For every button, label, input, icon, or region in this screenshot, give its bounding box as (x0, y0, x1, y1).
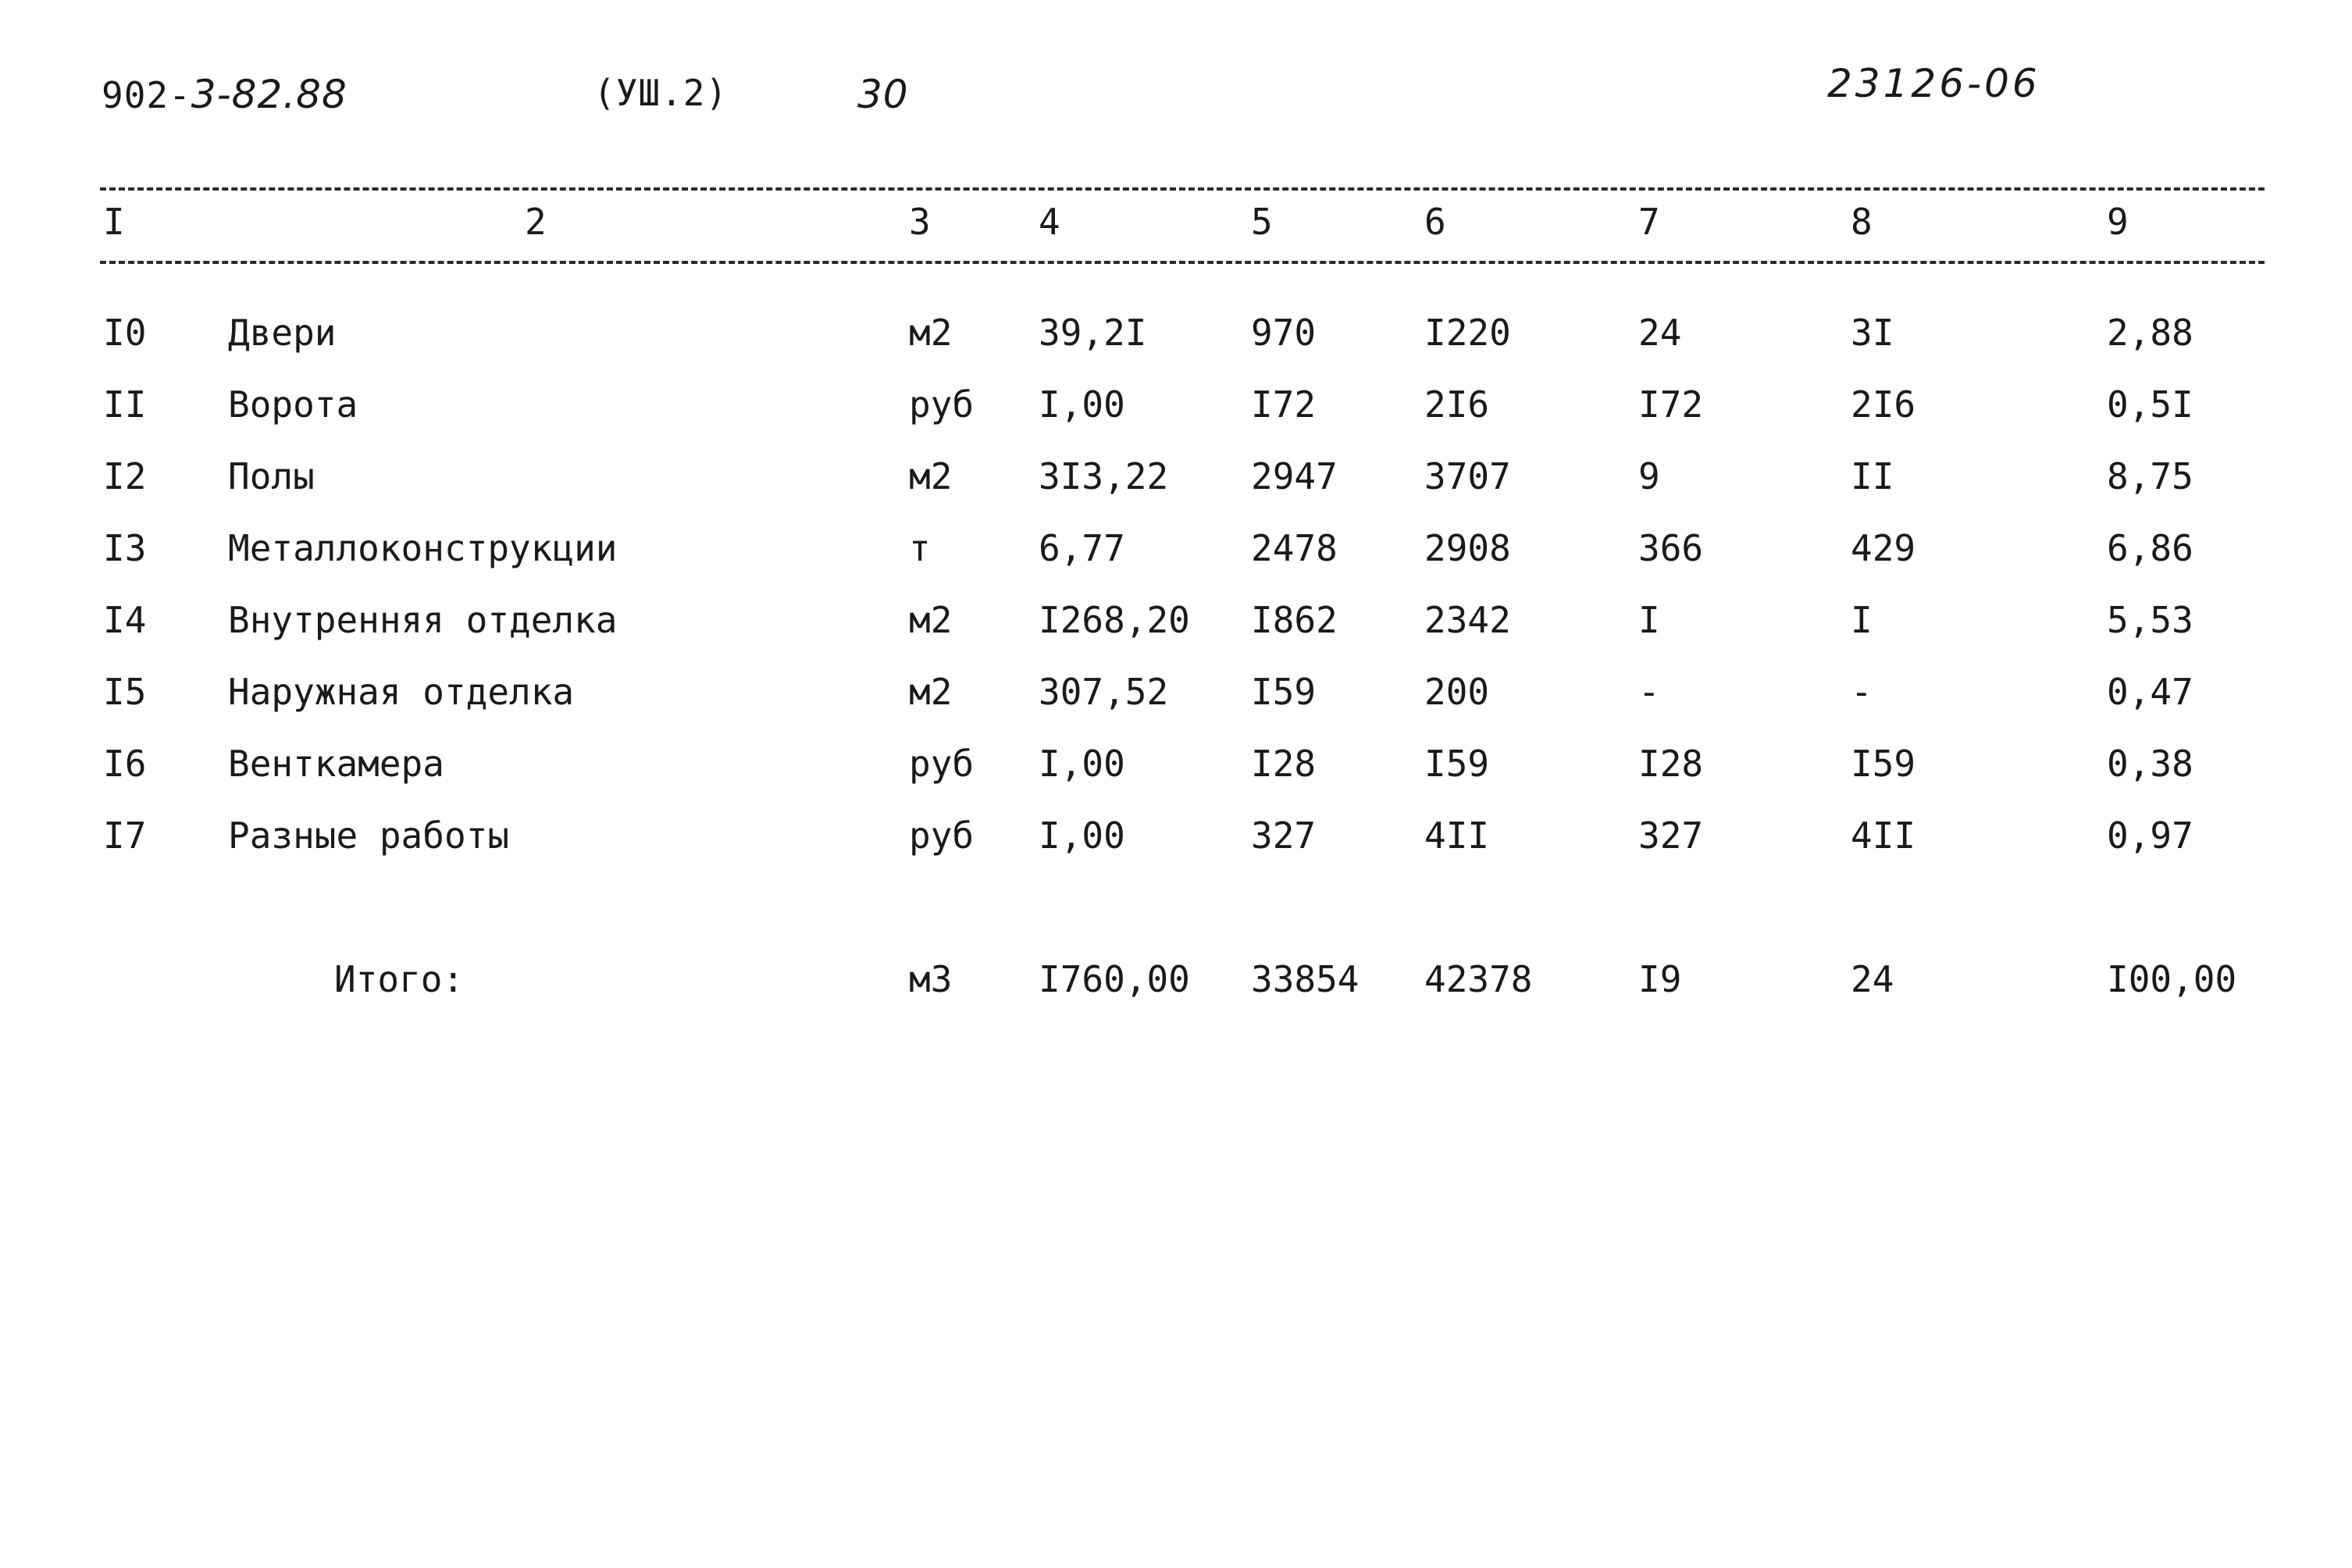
row-col7: I (1638, 599, 1660, 641)
row-col7: 327 (1638, 814, 1704, 857)
column-header: I (103, 201, 125, 243)
row-unit: м2 (909, 455, 953, 497)
table-row (0, 381, 2352, 428)
row-col6: 3707 (1424, 455, 1511, 497)
row-number: I6 (103, 743, 147, 785)
row-col5: I72 (1251, 383, 1317, 426)
row-col8: II (1851, 455, 1894, 497)
row-col4: 3I3,22 (1039, 455, 1169, 497)
row-unit: т (909, 527, 931, 569)
table-row (0, 812, 2352, 859)
page-number: 30 (857, 72, 909, 117)
row-unit: м2 (909, 599, 953, 641)
row-col6: 200 (1424, 671, 1490, 713)
table-row (0, 668, 2352, 715)
row-col8: - (1851, 671, 1873, 713)
section-label: (УШ.2) (593, 72, 729, 114)
row-col4: I268,20 (1039, 599, 1190, 641)
column-header: 8 (1851, 201, 1873, 243)
total-col9: I00,00 (2107, 958, 2237, 1000)
document-code (102, 72, 347, 117)
row-number: II (103, 383, 147, 426)
row-col5: I59 (1251, 671, 1317, 713)
table-row (0, 597, 2352, 643)
total-unit: м3 (909, 958, 953, 1000)
row-col7: I28 (1638, 743, 1704, 785)
row-name: Разные работы (228, 814, 510, 857)
row-unit: руб (909, 383, 975, 426)
row-col6: 2908 (1424, 527, 1511, 569)
row-col9: 0,97 (2107, 814, 2193, 857)
row-name: Двери (228, 312, 337, 354)
row-name: Венткамера (228, 743, 444, 785)
document-code-handwritten: 3-82.88 (191, 72, 347, 117)
row-col5: I862 (1251, 599, 1338, 641)
column-header: 3 (909, 201, 931, 243)
row-col7: 366 (1638, 527, 1704, 569)
row-col5: 970 (1251, 312, 1317, 354)
row-number: I3 (103, 527, 147, 569)
column-header: 2 (525, 201, 547, 243)
row-col6: I220 (1424, 312, 1511, 354)
row-name: Полы (228, 455, 315, 497)
row-name: Наружная отделка (228, 671, 575, 713)
column-header: 9 (2107, 201, 2129, 243)
column-header: 5 (1251, 201, 1273, 243)
column-header: 6 (1424, 201, 1446, 243)
row-unit: м2 (909, 671, 953, 713)
table-row (0, 525, 2352, 572)
row-name: Ворота (228, 383, 358, 426)
table-row (0, 453, 2352, 500)
row-col9: 2,88 (2107, 312, 2193, 354)
total-col4: I760,00 (1039, 958, 1190, 1000)
row-col9: 5,53 (2107, 599, 2193, 641)
total-col8: 24 (1851, 958, 1894, 1000)
row-col6: 2I6 (1424, 383, 1490, 426)
row-col8: 2I6 (1851, 383, 1916, 426)
row-col5: 2947 (1251, 455, 1338, 497)
row-col4: I,00 (1039, 743, 1125, 785)
row-number: I0 (103, 312, 147, 354)
row-number: I5 (103, 671, 147, 713)
row-col6: 4II (1424, 814, 1490, 857)
table-header-row (0, 198, 2352, 245)
row-col4: I,00 (1039, 814, 1125, 857)
row-col4: 6,77 (1039, 527, 1125, 569)
row-col9: 0,5I (2107, 383, 2193, 426)
row-col5: 2478 (1251, 527, 1338, 569)
column-header: 4 (1039, 201, 1060, 243)
sheet-reference: 23126-06 (1827, 61, 2040, 106)
row-unit: руб (909, 743, 975, 785)
table-header-rule (100, 261, 2265, 264)
row-col5: I28 (1251, 743, 1317, 785)
row-col7: I72 (1638, 383, 1704, 426)
row-col9: 8,75 (2107, 455, 2193, 497)
total-label: Итого: (334, 958, 465, 1000)
table-row (0, 309, 2352, 356)
row-col7: - (1638, 671, 1660, 713)
row-col8: 4II (1851, 814, 1916, 857)
row-number: I7 (103, 814, 147, 857)
row-col9: 0,47 (2107, 671, 2193, 713)
row-name: Внутренняя отделка (228, 599, 618, 641)
row-col5: 327 (1251, 814, 1317, 857)
row-col8: I (1851, 599, 1873, 641)
total-col7: I9 (1638, 958, 1682, 1000)
column-header: 7 (1638, 201, 1660, 243)
row-col8: I59 (1851, 743, 1916, 785)
row-col8: 429 (1851, 527, 1916, 569)
row-col8: 3I (1851, 312, 1894, 354)
total-col5: 33854 (1251, 958, 1360, 1000)
row-col4: 39,2I (1039, 312, 1147, 354)
table-row (0, 740, 2352, 787)
row-col4: 307,52 (1039, 671, 1169, 713)
row-number: I4 (103, 599, 147, 641)
row-col7: 24 (1638, 312, 1682, 354)
total-col6: 42378 (1424, 958, 1533, 1000)
row-col6: 2342 (1424, 599, 1511, 641)
row-name: Металлоконструкции (228, 527, 618, 569)
row-col4: I,00 (1039, 383, 1125, 426)
row-number: I2 (103, 455, 147, 497)
table-top-rule (100, 187, 2265, 191)
total-row (0, 956, 2352, 1003)
row-col7: 9 (1638, 455, 1660, 497)
row-unit: руб (909, 814, 975, 857)
row-unit: м2 (909, 312, 953, 354)
row-col9: 0,38 (2107, 743, 2193, 785)
row-col6: I59 (1424, 743, 1490, 785)
document-code-printed: 902- (102, 74, 191, 116)
row-col9: 6,86 (2107, 527, 2193, 569)
